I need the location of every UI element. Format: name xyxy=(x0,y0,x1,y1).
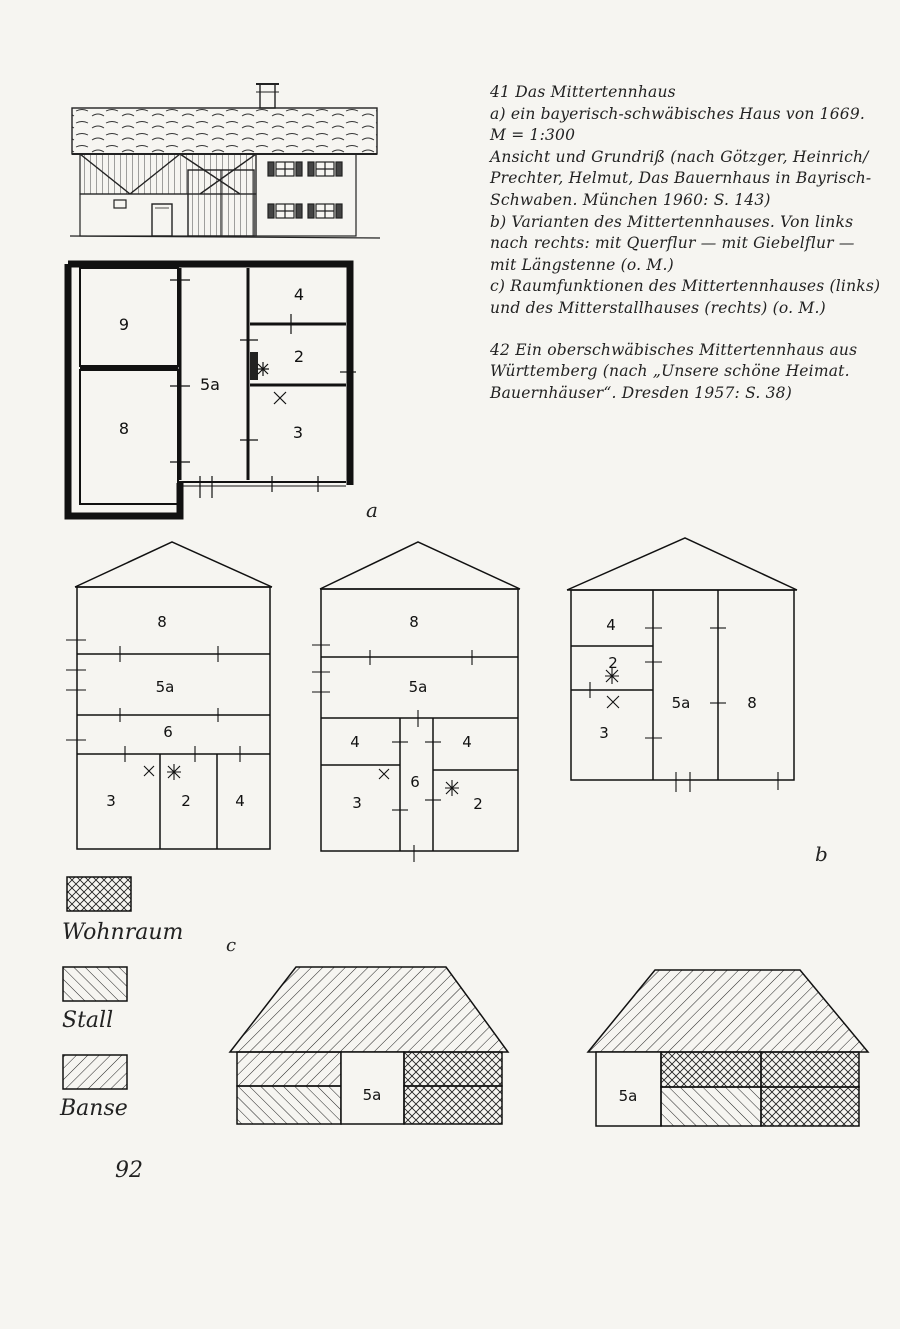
floor-plan-b-querflur xyxy=(66,542,272,849)
caption-line: nach rechts: mit Querflur — mit Giebelflur — xyxy=(490,234,855,253)
room-label: 3 xyxy=(106,792,116,810)
room-label: 8 xyxy=(747,694,757,712)
room-label: 2 xyxy=(293,347,305,366)
legend-swatch-stall xyxy=(63,967,127,1001)
floor-plan-a xyxy=(68,264,356,516)
caption-line: mit Längstenne (o. M.) xyxy=(490,255,674,274)
room-label: 6 xyxy=(410,773,420,791)
figure-letter-a: a xyxy=(366,498,378,522)
room-function-mitterstallhaus xyxy=(588,970,868,1126)
floor-plan-b-laengstenne xyxy=(567,538,797,792)
house-elevation-sketch xyxy=(70,84,380,238)
room-label: 5a xyxy=(671,694,691,712)
legend-swatch-banse xyxy=(63,1055,127,1089)
caption-line: Prechter, Helmut, Das Bauernhaus in Bayrisch- xyxy=(490,169,872,188)
room-label: 5a xyxy=(408,678,428,696)
caption-line: a) ein bayerisch-schwäbisches Haus von 1669. xyxy=(490,104,866,123)
caption-line: b) Varianten des Mittertennhauses. Von links xyxy=(490,212,854,231)
room-label: 4 xyxy=(235,792,245,810)
page-number: 92 xyxy=(115,1158,143,1183)
room-function-mittertennhaus xyxy=(230,967,508,1124)
legend-label-stall: Stall xyxy=(62,1008,114,1033)
caption-line: und des Mitterstallhauses (rechts) (o. M.) xyxy=(490,298,826,317)
room-label: 5a xyxy=(362,1086,382,1104)
caption-line: Ansicht und Grundriß (nach Götzger, Heinrich/ xyxy=(490,147,869,166)
room-label: 5a xyxy=(200,375,220,394)
room-label: 5a xyxy=(155,678,175,696)
room-label: 2 xyxy=(181,792,191,810)
room-label: 6 xyxy=(163,723,173,741)
room-label: 2 xyxy=(608,654,618,672)
caption-line: Bauernhäuser“. Dresden 1957: S. 38) xyxy=(490,383,792,402)
room-label: 3 xyxy=(292,423,304,442)
caption-line: Württemberg (nach „Unsere schöne Heimat. xyxy=(490,362,850,381)
room-label: 8 xyxy=(157,613,167,631)
room-label: 3 xyxy=(352,794,362,812)
figure-letter-b: b xyxy=(815,842,828,866)
legend xyxy=(63,877,131,1089)
caption-line: Schwaben. München 1960: S. 143) xyxy=(490,190,771,209)
room-label: 3 xyxy=(599,724,609,742)
room-label: 4 xyxy=(606,616,616,634)
room-label: 4 xyxy=(462,733,472,751)
figure-letter-c: c xyxy=(226,935,237,956)
room-label: 4 xyxy=(350,733,360,751)
room-label: 9 xyxy=(118,315,130,334)
caption-fig42-title: 42 Ein oberschwäbisches Mittertennhaus aus xyxy=(490,340,858,359)
room-label: 2 xyxy=(473,795,483,813)
caption-fig41-title: 41 Das Mittertennhaus xyxy=(490,83,676,101)
caption-line: c) Raumfunktionen des Mittertennhauses (links) xyxy=(490,277,881,296)
room-label: 5a xyxy=(618,1087,638,1105)
legend-label-banse: Banse xyxy=(60,1096,128,1121)
room-label: 4 xyxy=(293,285,305,304)
floor-plan-b-giebelflur xyxy=(312,542,520,862)
caption-line: M = 1:300 xyxy=(490,126,576,145)
legend-swatch-wohnraum xyxy=(67,877,131,911)
room-label: 8 xyxy=(118,419,130,438)
room-label: 8 xyxy=(409,613,419,631)
legend-label-wohnraum: Wohnraum xyxy=(62,920,184,945)
